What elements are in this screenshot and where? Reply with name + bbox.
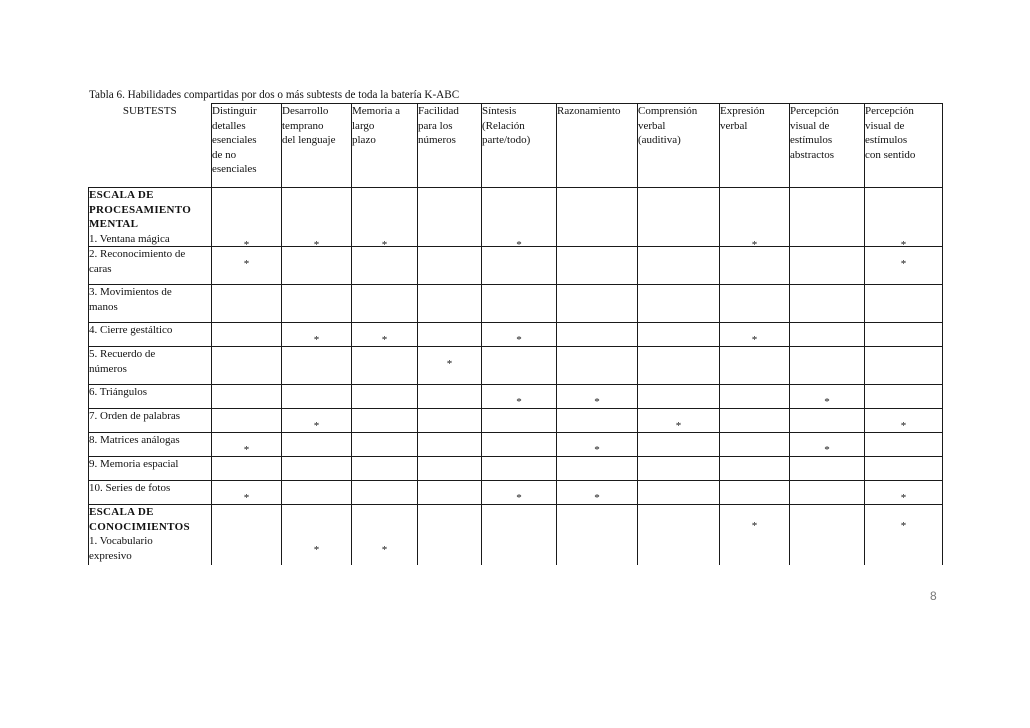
scale-heading: ESCALA DE (89, 189, 154, 201)
mark-asterisk: * (594, 492, 600, 504)
skill-cell (638, 433, 720, 457)
skill-cell (282, 433, 352, 457)
skill-cell (418, 505, 482, 565)
skill-cell (282, 188, 352, 251)
skill-cell (557, 385, 638, 409)
subtest-name: 1. Ventana mágica (89, 232, 170, 245)
skill-cell (352, 285, 418, 323)
column-header-line: verbal (638, 119, 666, 132)
subtest-label (89, 385, 212, 409)
skill-cell (352, 347, 418, 385)
scale-heading: ESCALA DE (89, 506, 154, 518)
mark-asterisk: * (381, 544, 388, 556)
skill-cell (720, 323, 790, 347)
subtests-header: SUBTESTS (122, 104, 177, 117)
mark-asterisk: * (243, 258, 250, 270)
skill-cell (790, 285, 865, 323)
skill-cell (638, 409, 720, 433)
skill-cell (482, 247, 557, 285)
skill-cell (418, 385, 482, 409)
subtest-name: 8. Matrices análogas (89, 434, 180, 446)
skill-cell (282, 323, 352, 347)
subtest-label (89, 323, 212, 347)
skill-cell (557, 457, 638, 481)
column-header (482, 104, 557, 188)
mark-asterisk: * (751, 239, 758, 251)
skill-cell (212, 323, 282, 347)
skill-cell (638, 457, 720, 481)
skill-cell (865, 188, 943, 251)
skill-cell (482, 409, 557, 433)
skill-cell (282, 481, 352, 505)
skill-cell (720, 188, 790, 251)
skill-cell (720, 385, 790, 409)
skill-cell (720, 347, 790, 385)
skill-cell (482, 285, 557, 323)
mark-asterisk: * (751, 334, 758, 346)
skill-cell (212, 433, 282, 457)
table-row (89, 285, 943, 323)
skill-cell (790, 433, 865, 457)
column-header-line: esenciales (212, 134, 257, 146)
mark-asterisk: * (900, 492, 907, 504)
table-row (89, 457, 943, 481)
mark-asterisk: * (824, 444, 830, 456)
skill-cell (212, 457, 282, 481)
mark-asterisk: * (381, 334, 388, 346)
subtest-name: expresivo (89, 549, 132, 562)
table-row (89, 347, 943, 385)
skill-cell (638, 385, 720, 409)
skill-cell (352, 433, 418, 457)
skill-cell (352, 247, 418, 285)
mark-asterisk: * (900, 520, 907, 532)
mark-asterisk: * (516, 334, 522, 346)
subtest-name: 4. Cierre gestáltico (89, 324, 173, 336)
subtest-name: 9. Memoria espacial (89, 458, 179, 470)
skill-cell (352, 505, 418, 565)
skill-cell (790, 385, 865, 409)
skill-cell (482, 481, 557, 505)
mark-asterisk: * (675, 420, 682, 432)
column-header-line: (auditiva) (638, 134, 681, 146)
skill-cell (212, 409, 282, 433)
skill-cell (212, 505, 282, 565)
column-header (352, 104, 418, 188)
column-header-line: largo (352, 119, 375, 132)
mark-asterisk: * (313, 544, 320, 556)
table-caption: Tabla 6. Habilidades compartidas por dos o más subtests de toda la batería K-ABC (89, 89, 460, 101)
skill-cell (865, 347, 943, 385)
mark-asterisk: * (243, 492, 250, 504)
column-header-line: verbal (720, 119, 748, 132)
skill-cell (282, 347, 352, 385)
mark-asterisk: * (381, 239, 388, 251)
skill-cell (557, 433, 638, 457)
subtest-label (89, 285, 212, 323)
skill-cell (418, 188, 482, 247)
skill-cell (790, 247, 865, 285)
skill-cell (352, 188, 418, 251)
column-header-line: parte/todo) (482, 134, 531, 146)
column-header-line: para los (418, 119, 453, 132)
skill-cell (212, 347, 282, 385)
column-header (865, 104, 943, 188)
skill-cell (790, 323, 865, 347)
subtest-name: 10. Series de fotos (89, 482, 171, 494)
skill-cell (638, 323, 720, 347)
skill-cell (557, 188, 638, 247)
skill-cell (720, 433, 790, 457)
skill-cell (720, 505, 790, 565)
column-header-line: estímulos (865, 134, 908, 146)
table-row (89, 385, 943, 409)
skill-cell (790, 481, 865, 505)
skill-cell (865, 433, 943, 457)
skill-cell (557, 409, 638, 433)
skill-cell (557, 481, 638, 505)
skill-cell (638, 188, 720, 247)
column-header-line: abstractos (790, 148, 834, 161)
skill-cell (418, 285, 482, 323)
column-header-line: Facilidad (418, 105, 459, 117)
skill-cell (720, 285, 790, 323)
column-header-line: del lenguaje (282, 134, 336, 146)
skill-cell (865, 457, 943, 481)
table-row (89, 323, 943, 347)
skill-cell (482, 347, 557, 385)
mark-asterisk: * (243, 444, 250, 456)
subtest-name: manos (89, 300, 118, 313)
table-body (89, 104, 943, 565)
skill-cell (790, 188, 865, 247)
column-header (638, 104, 720, 188)
mark-asterisk: * (446, 358, 453, 370)
scale-heading: MENTAL (89, 218, 139, 230)
skill-cell (212, 188, 282, 251)
mark-asterisk: * (900, 258, 907, 270)
skill-cell (282, 285, 352, 323)
skill-cell (282, 385, 352, 409)
scale-heading: CONOCIMIENTOS (89, 520, 190, 533)
column-header (720, 104, 790, 188)
subtest-label (89, 247, 212, 285)
skill-cell (482, 188, 557, 251)
skill-cell (638, 481, 720, 505)
mark-asterisk: * (243, 239, 250, 251)
subtest-name: 6. Triángulos (89, 386, 148, 398)
mark-asterisk: * (313, 420, 320, 432)
skill-cell (418, 323, 482, 347)
skill-cell (557, 505, 638, 565)
skill-cell (418, 433, 482, 457)
skill-cell (865, 481, 943, 505)
column-header-line: detalles (212, 119, 246, 132)
table-row (89, 247, 943, 285)
skill-cell (720, 409, 790, 433)
subtest-label (89, 433, 212, 457)
table-row (89, 188, 943, 247)
column-header-line: Razonamiento (557, 105, 621, 117)
column-header (790, 104, 865, 188)
skill-cell (482, 385, 557, 409)
column-header-line: números (418, 134, 456, 146)
skill-cell (638, 347, 720, 385)
skill-cell (212, 247, 282, 285)
mark-asterisk: * (594, 444, 600, 456)
skill-cell (557, 247, 638, 285)
skill-cell (557, 323, 638, 347)
table-row (89, 481, 943, 505)
skill-cell (482, 433, 557, 457)
table-row (89, 505, 943, 565)
skill-cell (720, 247, 790, 285)
column-header-line: temprano (282, 119, 324, 132)
column-header-line: Percepción (865, 105, 914, 117)
skill-cell (418, 247, 482, 285)
column-header (212, 104, 282, 188)
skill-cell (352, 457, 418, 481)
skill-cell (482, 457, 557, 481)
skill-cell (212, 285, 282, 323)
mark-asterisk: * (516, 492, 522, 504)
mark-asterisk: * (751, 520, 758, 532)
subtest-name: 7. Orden de palabras (89, 410, 181, 422)
mark-asterisk: * (900, 420, 907, 432)
subtest-label (89, 409, 212, 433)
subtest-label (89, 188, 212, 247)
skill-cell (482, 505, 557, 565)
subtest-name: 2. Reconocimiento de (89, 248, 186, 260)
skill-cell (352, 323, 418, 347)
skill-cell (720, 481, 790, 505)
page-number: 8 (930, 589, 937, 603)
subtest-label (89, 505, 212, 565)
mark-asterisk: * (900, 239, 907, 251)
skill-cell (482, 323, 557, 347)
skill-cell (790, 457, 865, 481)
skill-cell (212, 385, 282, 409)
column-header (557, 104, 638, 188)
column-header-line: (Relación (482, 119, 525, 132)
skill-cell (352, 481, 418, 505)
subtest-label (89, 481, 212, 505)
column-header-line: Distinguir (212, 105, 257, 117)
header-row (89, 104, 943, 188)
skill-cell (418, 481, 482, 505)
subtest-name: caras (89, 262, 112, 275)
column-header (418, 104, 482, 188)
column-header-line: estímulos (790, 134, 833, 146)
mark-asterisk: * (594, 396, 600, 408)
column-header-line: Síntesis (482, 105, 517, 117)
table-row (89, 433, 943, 457)
skill-cell (352, 385, 418, 409)
subtest-name: 3. Movimientos de (89, 286, 172, 298)
mark-asterisk: * (313, 334, 320, 346)
skill-cell (282, 409, 352, 433)
mark-asterisk: * (516, 396, 522, 408)
skill-cell (865, 385, 943, 409)
subtest-name: 5. Recuerdo de (89, 348, 156, 360)
skill-cell (352, 409, 418, 433)
mark-asterisk: * (313, 239, 320, 251)
skills-table (88, 103, 943, 565)
column-header-line: visual de (865, 119, 905, 132)
subtest-name: números (89, 362, 127, 375)
column-header-line: Expresión (720, 105, 765, 117)
skill-cell (638, 285, 720, 323)
skill-cell (865, 323, 943, 347)
skill-cell (418, 347, 482, 385)
mark-asterisk: * (824, 396, 830, 408)
column-header-line: Comprensión (638, 105, 698, 117)
scale-heading: PROCESAMIENTO (89, 203, 192, 216)
column-header-line: de no (212, 148, 237, 161)
skill-cell (865, 505, 943, 565)
column-header-line: visual de (790, 119, 830, 132)
skill-cell (638, 247, 720, 285)
skill-cell (282, 505, 352, 565)
subtest-label (89, 347, 212, 385)
subtest-label (89, 457, 212, 481)
column-header-line: Memoria a (352, 105, 400, 117)
skill-cell (790, 347, 865, 385)
skill-cell (557, 347, 638, 385)
skill-cell (865, 247, 943, 285)
skill-cell (212, 481, 282, 505)
table-row (89, 409, 943, 433)
skill-cell (557, 285, 638, 323)
column-header-line: esenciales (212, 163, 257, 175)
skill-cell (418, 409, 482, 433)
skill-cell (282, 457, 352, 481)
mark-asterisk: * (516, 239, 522, 251)
skill-cell (865, 409, 943, 433)
column-header-line: Percepción (790, 105, 839, 117)
column-header-line: con sentido (865, 148, 916, 161)
skill-cell (282, 247, 352, 285)
subtest-name: 1. Vocabulario (89, 535, 153, 547)
skill-cell (720, 457, 790, 481)
column-header-line: Desarrollo (282, 105, 329, 117)
column-header (282, 104, 352, 188)
skill-cell (790, 409, 865, 433)
column-header-line: plazo (352, 134, 376, 146)
skill-cell (790, 505, 865, 565)
skill-cell (638, 505, 720, 565)
skill-cell (418, 457, 482, 481)
skill-cell (865, 285, 943, 323)
